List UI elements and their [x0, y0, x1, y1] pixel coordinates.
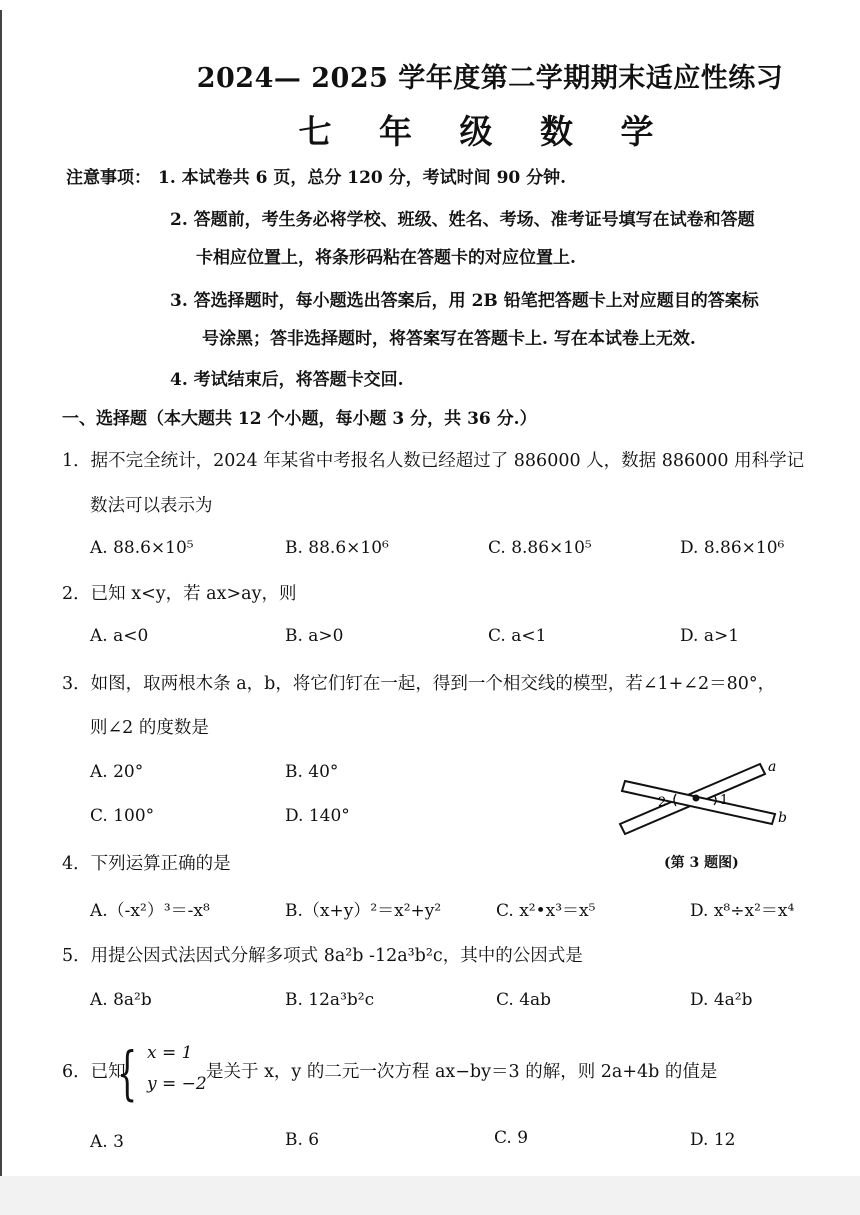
- q3-figure: [610, 756, 800, 836]
- q4-option-c: C. x²•x³＝x⁵: [496, 901, 596, 921]
- q6-system-eq2: y = −2: [147, 1074, 207, 1094]
- stick-a-label: a: [768, 759, 777, 775]
- q1-stem-line1: 1．据不完全统计，2024 年某省中考报名人数已经超过了 886000 人，数据 886000 用科学记: [62, 451, 805, 471]
- q3-stem-line1: 3．如图，取两根木条 a，b，将它们钉在一起，得到一个相交线的模型，若∠1+∠2＝80°，: [62, 674, 776, 694]
- exam-title: 2024— 2025 学年度第二学期期末适应性练习: [196, 63, 784, 94]
- note-2b: 卡相应位置上，将条形码粘在答题卡的对应位置上.: [196, 248, 576, 268]
- exam-subtitle: 七 年 级 数 学: [298, 112, 672, 151]
- q6-option-b: B. 6: [285, 1130, 320, 1150]
- page-left-edge: [0, 10, 2, 1205]
- q3-stem-line2: 则∠2 的度数是: [90, 718, 209, 738]
- q4-option-a: A.（-x²）³＝-x⁸: [90, 901, 210, 921]
- q4-option-d: D. x⁸÷x²＝x⁴: [690, 901, 795, 921]
- angle-1-label: 1: [720, 793, 729, 808]
- note-3a: 3. 答选择题时，每小题选出答案后，用 2B 铅笔把答题卡上对应题目的答案标: [170, 291, 759, 311]
- q5-option-d: D. 4a²b: [690, 990, 753, 1010]
- note-2a: 2. 答题前，考生务必将学校、班级、姓名、考场、准考证号填写在试卷和答题: [170, 210, 755, 230]
- stick-b-label: b: [778, 810, 787, 826]
- q6-option-a: A. 3: [90, 1132, 124, 1152]
- note-1: 1. 本试卷共 6 页，总分 120 分，考试时间 90 分钟.: [158, 168, 567, 188]
- q2-option-b: B. a>0: [285, 626, 344, 646]
- nail-point: [693, 795, 700, 802]
- q6-system-eq1: x = 1: [147, 1043, 193, 1063]
- angle-2-label: 2: [658, 795, 667, 810]
- q6-system-brace: {: [117, 1039, 138, 1107]
- q1-option-b: B. 88.6×10⁶: [285, 538, 389, 558]
- q6-option-d: D. 12: [690, 1130, 736, 1150]
- q5-option-a: A. 8a²b: [90, 990, 152, 1010]
- notes-lead: 注意事项：: [66, 168, 151, 188]
- section-heading: 一、选择题（本大题共 12 个小题，每小题 3 分，共 36 分.）: [62, 409, 537, 429]
- q2-option-a: A. a<0: [90, 626, 149, 646]
- q3-figure-caption: (第 3 题图): [664, 855, 739, 871]
- q3-option-c: C. 100°: [90, 806, 155, 826]
- q3-option-b: B. 40°: [285, 762, 339, 782]
- note-3b: 号涂黑；答非选择题时，将答案写在答题卡上. 写在本试卷上无效.: [202, 329, 696, 349]
- q3-option-d: D. 140°: [285, 806, 350, 826]
- q2-stem: 2．已知 x<y，若 ax>ay，则: [62, 584, 297, 604]
- q1-option-d: D. 8.86×10⁶: [680, 538, 785, 558]
- q5-stem: 5．用提公因式法因式分解多项式 8a²b -12a³b²c，其中的公因式是: [62, 946, 583, 966]
- q6-lead: 6．已知: [62, 1062, 126, 1082]
- q5-option-b: B. 12a³b²c: [285, 990, 375, 1010]
- q1-option-c: C. 8.86×10⁵: [488, 538, 592, 558]
- q2-option-c: C. a<1: [488, 626, 547, 646]
- q4-option-b: B.（x+y）²＝x²+y²: [285, 901, 442, 921]
- q1-stem-line2: 数法可以表示为: [90, 496, 213, 516]
- q5-option-c: C. 4ab: [496, 990, 552, 1010]
- q2-option-d: D. a>1: [680, 626, 740, 646]
- q4-stem: 4．下列运算正确的是: [62, 854, 231, 874]
- q3-option-a: A. 20°: [90, 762, 144, 782]
- q6-option-c: C. 9: [494, 1128, 529, 1148]
- q1-option-a: A. 88.6×10⁵: [90, 538, 194, 558]
- page-bottom-margin: [0, 1176, 860, 1215]
- note-4: 4. 考试结束后，将答题卡交回.: [170, 370, 404, 390]
- q6-stem: 是关于 x，y 的二元一次方程 ax−by＝3 的解，则 2a+4b 的值是: [206, 1062, 718, 1082]
